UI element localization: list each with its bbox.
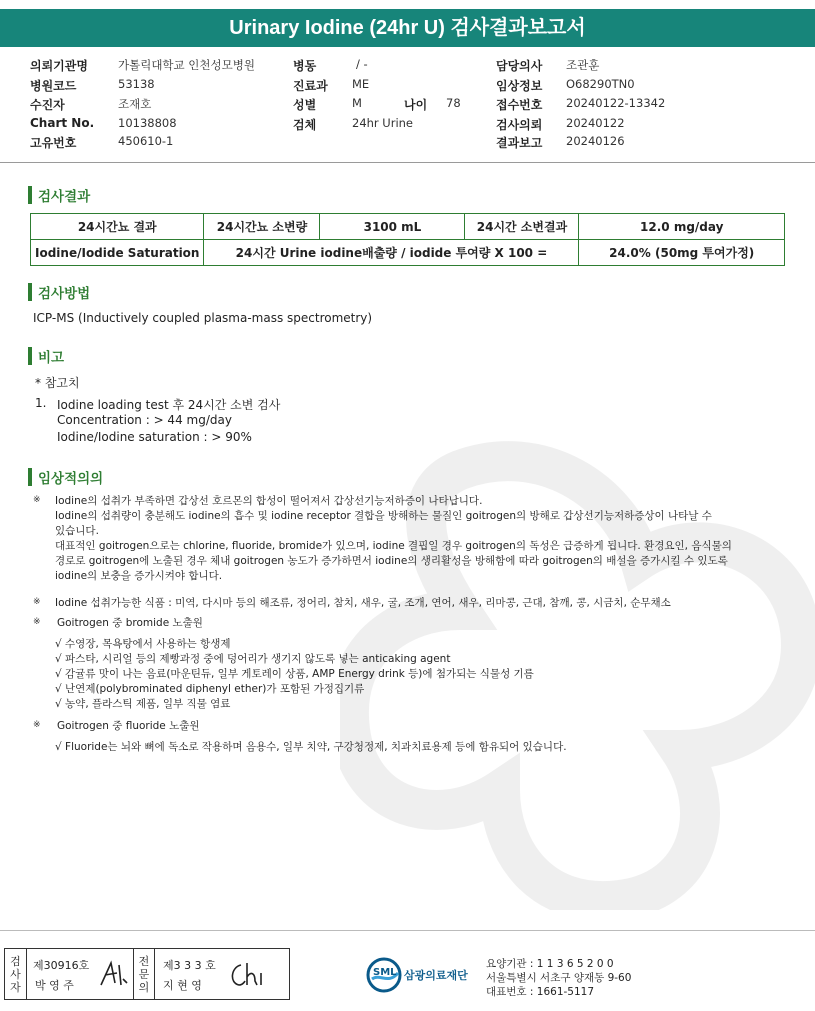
info-value: ME [352,77,370,91]
clinical-line: Iodine 섭취가능한 식품 : 미역, 다시마 등의 해조류, 정어리, 참치, 새우, 굴, 조개, 연어, 새우, 리마콩, 근대, 참깨, 콩, 시금치, 순무채소 [55,597,671,609]
clinical-line: iodine의 보충을 증가시켜야 합니다. [55,570,223,582]
remark-line: Iodine loading test 후 24시간 소변 검사 [57,398,281,412]
info-value: / - [356,57,368,71]
clinical-item: √ 파스타, 시리얼 등의 제빵과정 중에 덩어리가 생기지 않도록 넣는 anticaking agent [55,653,451,665]
info-value: M [352,96,362,110]
info-label: 고유번호 [30,136,77,150]
remark-line: Iodine/Iodine saturation : > 90% [57,430,252,444]
table-cell: 24시간 Urine iodine배출량 / iodide 투여량 X 100 = [204,240,579,266]
info-value: 20240122-13342 [566,96,666,110]
section-bar [28,468,32,486]
info-row [30,57,88,74]
table-cell: 24.0% (50mg 투여가정) [579,240,785,266]
section-clinical-head [28,467,103,487]
footer-divider [0,930,815,931]
clinical-line: 대표적인 goitrogen으로는 chlorine, fluoride, bromide가 있으며, iodine 결핍일 경우 goitrogen의 독성은 급증하게 됩니다. 환경요인, 음식물의 [55,540,732,552]
clinical-item: √ Fluoride는 뇌와 뼈에 독소로 작용하며 음용수, 일부 치약, 구강청정제, 치과치료용제 등에 함유되어 있습니다. [55,741,567,753]
info-value: O68290TN0 [566,77,635,91]
specialist-label [133,949,155,999]
info-label: 검체 [293,118,317,132]
info-label: 진료과 [293,79,328,93]
clinical-item: √ 감귤류 맛이 나는 음료(마운틴듀, 일부 게토레이 상품, AMP Energy drink 등)에 첨가되는 식물성 기름 [55,668,534,680]
clinical-item: √ 농약, 플라스틱 제품, 일부 직물 염료 [55,698,231,710]
table-cell: 3100 mL [320,214,465,240]
specialist-signature-icon [225,959,267,991]
info-label: 담당의사 [496,59,543,73]
table-cell: 12.0 mg/day [579,214,785,240]
specialist-name: 지 현 영 [163,979,202,992]
info-label: 병동 [293,59,317,73]
signature-box [4,948,290,1000]
section-bar [28,283,32,301]
info-value: 가톨릭대학교 인천성모병원 [118,58,255,72]
inspector-label [5,949,27,999]
bullet-icon: ※ [33,720,41,730]
info-value: 10138808 [118,116,177,130]
clinical-item: √ 난연제(polybrominated diphenyl ether)가 포함된 가정집기류 [55,683,365,695]
info-label: 접수번호 [496,98,543,112]
info-label: 결과보고 [496,136,543,150]
info-value: 450610-1 [118,134,174,148]
svg-text:SML: SML [373,967,397,978]
bullet-icon: ※ [33,597,41,607]
clinical-line: Iodine의 섭취량이 충분해도 iodine의 흡수 및 iodine receptor 결합을 방해하는 물질인 goitrogen의 방해로 갑상선기능저하증상이 나타날 수 [55,510,712,522]
section-title: 검사방법 [38,286,91,302]
info-value: 24hr Urine [352,116,414,130]
list-number: 1. [35,396,47,410]
section-result-head [28,185,90,205]
clinical-subtitle: Goitrogen 중 fluoride 노출원 [57,720,200,732]
method-text: ICP-MS (Inductively coupled plasma-mass spectrometry) [33,311,373,325]
inspector-license-no: 제30916호 [33,959,90,972]
label-char: 검 [10,954,21,968]
company-logo [366,953,481,997]
clinical-line: Iodine의 섭취가 부족하면 갑상선 호르몬의 합성이 떨어져서 갑상선기능저하증이 나타납니다. [55,495,483,507]
org-info-line: 서울특별시 서초구 양재동 9-60 [486,972,632,984]
section-title: 검사결과 [38,189,91,205]
age-value: 78 [446,96,461,110]
clinical-subtitle: Goitrogen 중 bromide 노출원 [57,617,203,629]
section-title: 임상적의의 [38,471,104,487]
info-value: 20240122 [566,116,625,130]
bullet-icon: ※ [33,495,41,505]
info-value: 20240126 [566,134,625,148]
info-value: 조관훈 [566,58,600,72]
label-char: 의 [138,980,150,994]
bullet-icon: ※ [33,617,41,627]
header-divider [0,162,815,163]
label-char: 문 [138,967,150,981]
table-cell: 24시간뇨 소변량 [204,214,320,240]
info-label: 성별 [293,98,317,112]
label-char: 자 [10,980,21,994]
remark-line: Concentration : > 44 mg/day [57,413,232,427]
info-value: 53138 [118,77,155,91]
section-remarks-head [28,346,64,366]
section-title: 비고 [38,350,65,366]
org-info-line: 요양기관 : 1 1 3 6 5 2 0 0 [486,958,614,970]
org-info-line: 대표번호 : 1661-5117 [486,986,595,998]
section-method-head [28,282,90,302]
clinical-line: 경로로 goitrogen에 노출된 경우 체내 goitrogen 농도가 증가하면서 iodine의 생리활성을 방해함에 따라 goitrogen의 배설을 증가시킬 수 있도록 [55,555,728,567]
table-cell: Iodine/Iodide Saturation [31,240,204,266]
label-char: 사 [10,967,21,981]
info-label: 수진자 [30,98,65,112]
table-cell: 24시간뇨 결과 [31,214,204,240]
inspector-signature-icon [97,959,131,991]
info-label: Chart No. [30,116,95,130]
info-label: 의뢰기관명 [30,59,88,73]
clinical-item: √ 수영장, 목욕탕에서 사용하는 항생제 [55,638,231,650]
info-label: 검사의뢰 [496,118,543,132]
info-label: 임상정보 [496,79,543,93]
label-char: 전 [138,954,150,968]
age-label: 나이 [404,98,428,112]
table-row [31,214,785,240]
clinical-line: 있습니다. [55,525,99,537]
section-bar [28,347,32,365]
inspector-name: 박 영 주 [35,979,74,992]
table-row [31,240,785,266]
info-label: 병원코드 [30,79,77,93]
reference-label: * 참고치 [35,376,80,390]
company-name: 삼광의료재단 [404,969,468,982]
info-value: 조재호 [118,97,152,111]
result-table [30,213,785,266]
table-cell: 24시간 소변결과 [465,214,579,240]
section-bar [28,186,32,204]
sml-logo-icon [366,953,402,997]
report-title: Urinary Iodine (24hr U) 검사결과보고서 [0,9,815,47]
specialist-license-no: 제3 3 3 호 [163,959,216,972]
